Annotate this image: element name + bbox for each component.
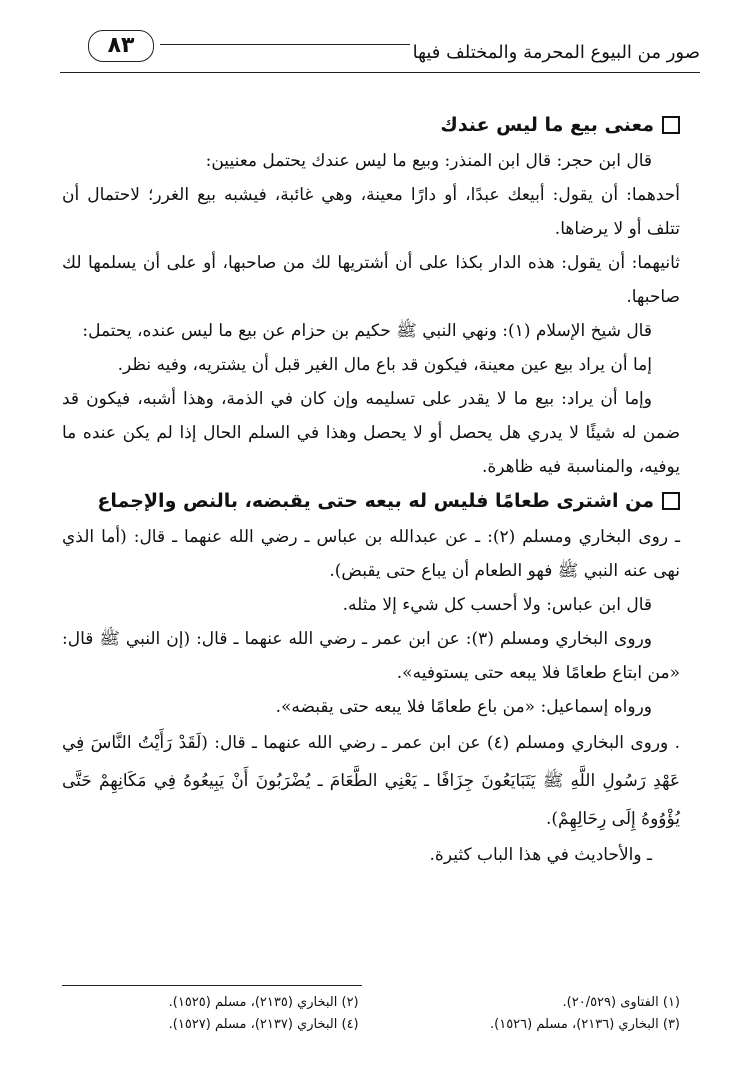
square-bullet-icon [662, 492, 680, 510]
paragraph: ثانيهما: أن يقول: هذه الدار بكذا على أن أشتريها لك من صاحبها، أو على أن يسلمها لك صاحبها. [62, 253, 680, 307]
paragraph: قال ابن عباس: ولا أحسب كل شيء إلا مثله. [342, 595, 652, 615]
footnotes [62, 992, 680, 1036]
main-content [62, 108, 680, 872]
paragraph: ـ روى البخاري ومسلم (٢): ـ عن عبدالله بن عباس ـ رضي الله عنهما ـ قال: (أما الذي نهى عنه النبي ﷺ فهو الطعام أن يباع حتى يقبض). [62, 527, 680, 581]
header-divider [60, 72, 700, 73]
footnote: (٣) البخاري (٢١٣٦)، مسلم (١٥٢٦). [490, 1017, 680, 1032]
paragraph: قال شيخ الإسلام (١): ونهي النبي ﷺ حكيم بن حزام عن بيع ما ليس عنده، يحتمل: [82, 321, 652, 341]
footnote: (٤) البخاري (٢١٣٧)، مسلم (١٥٢٧). [168, 1017, 359, 1032]
footnote-row [62, 992, 680, 1014]
running-title: صور من البيوع المحرمة والمختلف فيها [412, 42, 700, 63]
paragraph: ورواه إسماعيل: «من باع طعامًا فلا يبعه حتى يقبضه». [275, 697, 652, 717]
section-heading [62, 484, 680, 518]
paragraph: وروى البخاري ومسلم (٣): عن ابن عمر ـ رضي الله عنهما ـ قال: (إن النبي ﷺ قال: «من ابتاع طعامًا فلا يبعه حتى يستوفيه». [62, 629, 680, 683]
page-number: ٨٣ [88, 30, 154, 62]
hadith-quote: . وروى البخاري ومسلم (٤) عن ابن عمر ـ رضي الله عنهما ـ قال: (لَقَدْ رَأَيْتُ النَّاسَ فِي عَهْدِ رَسُولِ اللَّهِ ﷺ يَتَبَايَعُونَ جِزَافًا ـ يَعْنِي الطَّعَامَ ـ يُضْرَبُونَ أَنْ يَبِيعُوهُ فِي مَكَانِهِمْ حَتَّى يُؤْوُوهُ إِلَى رِحَالِهِمْ). [62, 733, 680, 829]
paragraph: ـ والأحاديث في هذا الباب كثيرة. [429, 845, 652, 865]
section-heading [62, 108, 680, 142]
paragraph: إما أن يراد بيع عين معينة، فيكون قد باع مال الغير قبل أن يشتريه، وفيه نظر. [117, 355, 652, 375]
page-header [60, 20, 700, 80]
paragraph: وإما أن يراد: بيع ما لا يقدر على تسليمه وإن كان في الذمة، وهذا أشبه، فيكون قد ضمن له شيئًا لا يدري هل يحصل أو لا يحصل وهذا في السلم الحال إذا لم يكن عنده ما يوفيه، والمناسبة فيه ظاهرة. [62, 389, 680, 477]
paragraph: قال ابن حجر: قال ابن المنذر: وبيع ما ليس عندك يحتمل معنيين: [205, 151, 652, 171]
paragraph: أحدهما: أن يقول: أبيعك عبدًا، أو دارًا معينة، وهي غائبة، فيشبه بيع الغرر؛ لاحتمال أن تتلف أو لا يرضاها. [62, 185, 680, 239]
footnote-divider [62, 985, 362, 986]
footnote-row [62, 1014, 680, 1036]
footnote: (١) الفتاوى (٢٠/٥٢٩). [562, 995, 680, 1010]
section-heading-text: معنى بيع ما ليس عندك [440, 114, 654, 136]
square-bullet-icon [662, 116, 680, 134]
section-heading-text: من اشترى طعامًا فليس له بيعه حتى يقبضه، بالنص والإجماع [97, 490, 654, 512]
header-rule [160, 44, 410, 45]
footnote: (٢) البخاري (٢١٣٥)، مسلم (١٥٢٥). [168, 995, 359, 1010]
